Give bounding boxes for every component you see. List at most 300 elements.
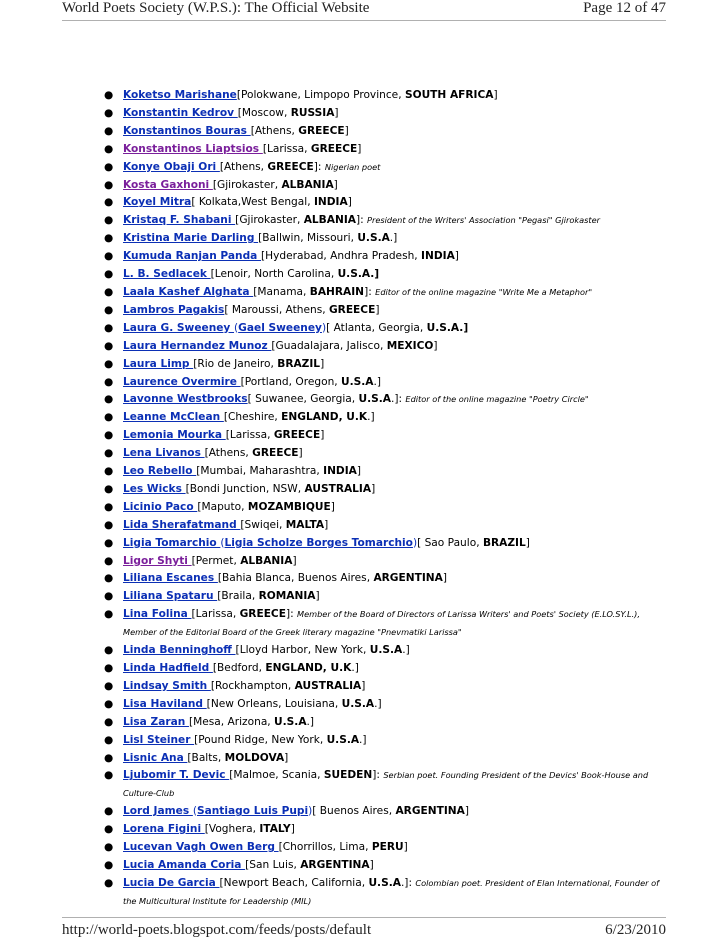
bullet-icon: ● (104, 232, 114, 245)
location-close: ]: (313, 160, 325, 173)
poet-location: New Orleans, Louisiana, (210, 697, 342, 710)
list-item (104, 230, 664, 248)
poet-name-link[interactable]: Lisl Steiner (123, 733, 195, 746)
list-item (104, 696, 664, 714)
poet-name-link[interactable]: Kristina Marie Darling (123, 232, 259, 245)
poet-name-link[interactable]: Lina Folina (123, 608, 192, 621)
page-header (62, 0, 666, 21)
poet-country: MOLDOVA (224, 751, 285, 764)
poet-name-link[interactable]: Koyel Mitra (123, 196, 192, 209)
poet-name-link[interactable]: Lena Livanos (123, 447, 205, 460)
poet-location: Athens, (224, 160, 268, 173)
list-item (104, 839, 664, 857)
bullet-icon: ● (104, 823, 114, 836)
poet-country: MOZAMBIQUE (247, 500, 331, 513)
bullet-icon: ● (104, 303, 114, 316)
list-item (104, 391, 664, 409)
location-close: ]: (285, 608, 298, 621)
alias-close-paren: ) (321, 321, 327, 334)
location-open-bracket: [ (212, 662, 218, 674)
location-open-bracket: [ (204, 447, 209, 460)
location-open-bracket: [ (185, 482, 190, 495)
list-item (104, 714, 664, 732)
poet-location: Braila, (221, 590, 259, 603)
poet-name-link[interactable]: Lucia Amanda Coria (123, 858, 246, 871)
poet-country: U.S.A (341, 375, 374, 388)
location-close: ] (344, 124, 349, 137)
poet-country: ENGLAND, U.K (281, 411, 368, 424)
location-open-bracket: [ (235, 214, 240, 227)
list-item (104, 535, 664, 553)
list-item (104, 803, 664, 821)
poet-name-link[interactable]: Ligia Tomarchio (123, 536, 221, 549)
poet-location: Manama, (257, 285, 310, 298)
location-close: ] (403, 841, 408, 854)
bullet-icon: ● (104, 106, 114, 119)
bullet-icon: ● (104, 375, 114, 388)
poet-country: U.S.A (341, 697, 375, 710)
poet-country: BRAZIL (277, 357, 321, 370)
bullet-icon: ● (104, 769, 114, 782)
poet-name-link[interactable]: Laura Limp (123, 357, 194, 370)
poet-name-link[interactable]: Linda Benninghoff (123, 644, 236, 657)
poet-note: President of the Writers' Association "Pegasi" Gjirokaster (367, 215, 601, 226)
location-open-bracket: [ (253, 285, 258, 298)
poet-location: Newport Beach, California, (223, 876, 369, 889)
bullet-icon: ● (104, 876, 114, 889)
poet-country: ENGLAND, U.K (265, 662, 352, 674)
poet-name-link[interactable]: Konstantinos Bouras (123, 124, 251, 137)
poet-location: Maputo, (201, 500, 248, 513)
poet-location: Malmoe, Scania, (233, 769, 324, 782)
poet-location: Hyderabad, Andhra Pradesh, (265, 250, 422, 263)
location-open-bracket: [ (271, 339, 276, 352)
location-open-bracket: [ (240, 518, 245, 531)
bullet-icon: ● (104, 662, 114, 674)
poet-location: Athens, (254, 124, 299, 137)
list-item (104, 266, 664, 284)
location-open-bracket: [ (312, 805, 317, 818)
bullet-icon: ● (104, 858, 114, 871)
bullet-icon: ● (104, 482, 114, 495)
poet-note: Nigerian poet (324, 161, 381, 172)
location-open-bracket: [ (245, 858, 250, 871)
location-close: ] (292, 554, 297, 567)
poet-country: GREECE (252, 447, 299, 460)
poet-country: MALTA (285, 518, 325, 531)
poet-country: MEXICO (386, 339, 434, 352)
location-close: ] (375, 303, 380, 316)
bullet-icon: ● (104, 608, 114, 621)
location-open-bracket: [ (326, 321, 331, 334)
poet-country: GREECE (239, 608, 286, 621)
poet-note: Editor of the online magazine "Poetry Circle" (405, 394, 589, 405)
location-close: ] (333, 178, 338, 191)
poet-country: INDIA (313, 196, 348, 209)
poet-name-link[interactable]: Linda Hadfield (123, 662, 213, 674)
list-item (104, 159, 664, 177)
poet-location: Gjirokaster, (217, 178, 282, 191)
list-item (104, 338, 664, 356)
bullet-icon: ● (104, 89, 114, 101)
bullet-icon: ● (104, 715, 114, 728)
location-open-bracket: [ (229, 769, 234, 782)
poet-country: U.S.A.] (426, 321, 469, 334)
location-close: ] (525, 536, 530, 549)
poet-location: Atlanta, Georgia, (330, 321, 427, 334)
location-open-bracket: [ (261, 250, 266, 263)
poet-list (104, 87, 664, 911)
location-close: ] (464, 805, 469, 818)
poet-name-link[interactable]: Liliana Escanes (123, 572, 218, 585)
poet-location: Moscow, (241, 106, 291, 119)
poet-name-link[interactable]: Laurence Overmire (123, 375, 241, 388)
poet-location: Rio de Janeiro, (197, 357, 278, 370)
poet-note: Member of the Board of Directors of Larissa Writers' and Poets' Society (E.LO.SY.L.), Member of the Editorial Board of the Greek literary magazine "Pnevmatiki Larissa" (123, 609, 640, 638)
list-item (104, 409, 664, 427)
poet-country: U.S.A (326, 733, 360, 746)
poet-country: AUSTRALIA (304, 482, 372, 495)
list-item (104, 875, 664, 911)
location-close: ] (298, 447, 303, 460)
poet-name-link[interactable]: Licinio Paco (123, 500, 198, 513)
poet-country: GREECE (328, 303, 376, 316)
location-open-bracket: [ (193, 357, 198, 370)
poet-location: Voghera, (208, 823, 260, 836)
poet-name-link[interactable]: Ljubomir T. Devic (123, 769, 230, 782)
location-close: ] (357, 142, 362, 155)
poet-location: Swiqei, (244, 518, 286, 531)
location-close: ] (433, 339, 438, 352)
alias-close-paren: ) (308, 805, 313, 818)
location-open-bracket: [ (247, 393, 252, 406)
poet-country: INDIA (421, 250, 455, 263)
location-open-bracket: [ (194, 733, 199, 746)
poet-country: GREECE (298, 124, 345, 137)
poet-name-link[interactable]: Lambros Pagakis (123, 303, 225, 316)
poet-country: U.S.A (274, 715, 307, 728)
location-close: ] (315, 590, 320, 603)
location-close: ] (361, 679, 366, 692)
bullet-icon: ● (104, 447, 114, 460)
location-open-bracket: [ (235, 644, 240, 657)
location-open-bracket: [ (191, 196, 196, 209)
poet-country: ITALY (259, 823, 291, 836)
poet-location: Suwanee, Georgia, (251, 393, 359, 406)
bullet-icon: ● (104, 465, 114, 478)
location-close: ] (284, 751, 289, 764)
poet-country: ALBANIA (240, 554, 293, 567)
list-item (104, 445, 664, 463)
list-item (104, 499, 664, 517)
list-item (104, 606, 664, 642)
location-open-bracket: [ (206, 697, 211, 710)
poet-location: Larissa, (229, 429, 274, 442)
list-item (104, 123, 664, 141)
poet-name-link[interactable]: Les Wicks (123, 482, 186, 495)
list-item (104, 821, 664, 839)
list-item (104, 553, 664, 571)
poet-location: Larissa, (266, 142, 311, 155)
header-divider (62, 20, 666, 21)
poet-name-link[interactable]: Lord James (123, 805, 193, 818)
poet-country: ARGENTINA (373, 572, 443, 585)
location-close: ] (356, 465, 362, 478)
list-item (104, 517, 664, 535)
poet-name-link[interactable]: Konstantinos Liaptsios (123, 142, 263, 155)
poet-name-link[interactable]: Leo Rebello (123, 465, 197, 478)
alias-open-paren: ( (234, 321, 239, 334)
list-item (104, 356, 664, 374)
poet-location: Chorrillos, Lima, (282, 841, 372, 854)
location-open-bracket: [ (224, 303, 229, 316)
bullet-icon: ● (104, 285, 114, 298)
list-item (104, 427, 664, 445)
bullet-icon: ● (104, 178, 114, 191)
poet-location: Gjirokaster, (239, 214, 304, 227)
location-close: ] (371, 482, 376, 495)
list-item (104, 284, 664, 302)
bullet-icon: ● (104, 644, 114, 657)
list-item (104, 732, 664, 750)
location-close: ] (330, 500, 335, 513)
poet-name-link[interactable]: L. B. Sedlacek (123, 268, 211, 281)
list-item (104, 570, 664, 588)
bullet-icon: ● (104, 733, 114, 746)
bullet-icon: ● (104, 124, 114, 137)
list-item (104, 750, 664, 768)
footer-url: http://world-poets.blogspot.com/feeds/posts/default (62, 922, 372, 938)
location-open-bracket: [ (219, 160, 224, 173)
poet-name-link[interactable]: Lisa Haviland (123, 697, 207, 710)
location-open-bracket: [ (188, 715, 194, 728)
bullet-icon: ● (104, 697, 114, 710)
poet-location: Guadalajara, Jalisco, (275, 339, 387, 352)
poet-name-link[interactable]: Leanne McClean (123, 411, 224, 424)
poet-location: Bondi Junction, NSW, (189, 482, 305, 495)
poet-location: Lenoir, North Carolina, (214, 268, 338, 281)
location-close: .]: (390, 393, 406, 406)
location-close: .] (374, 697, 382, 710)
poet-note: Colombian poet. President of Elan International, Founder of the Multicultural Institute for Leadership (MIL) (123, 877, 659, 906)
bullet-icon: ● (104, 321, 114, 334)
poet-country: PERU (371, 841, 404, 854)
list-item (104, 177, 664, 195)
location-close: .] (402, 644, 410, 657)
bullet-icon: ● (104, 411, 114, 424)
footer-date: 6/23/2010 (605, 922, 666, 938)
location-open-bracket: [ (187, 751, 192, 764)
location-close: ] (454, 250, 459, 263)
poet-name-link[interactable]: Kristaq F. Shabani (123, 214, 236, 227)
poet-location: Cheshire, (227, 411, 282, 424)
poet-name-link[interactable]: Lisa Zaran (123, 715, 189, 728)
poet-name-link[interactable]: Kumuda Ranjan Panda (123, 250, 262, 263)
location-open-bracket: [ (197, 500, 202, 513)
poet-name-link[interactable]: Lida Sherafatmand (123, 518, 241, 531)
poet-country: U.S.A.] (337, 268, 380, 281)
bullet-icon: ● (104, 268, 114, 281)
list-item (104, 857, 664, 875)
poet-name-link[interactable]: Lindsay Smith (123, 679, 211, 692)
bullet-icon: ● (104, 339, 114, 352)
poet-name-link[interactable]: Kosta Gaxhoni (123, 178, 213, 191)
list-item (104, 105, 664, 123)
poet-name-link[interactable]: Lisnic Ana (123, 751, 188, 764)
poet-country: ALBANIA (281, 178, 334, 191)
poet-country: GREECE (273, 429, 321, 442)
poet-country: AUSTRALIA (294, 679, 362, 692)
location-close: ]: (364, 285, 376, 298)
poet-name-link[interactable]: Laala Kashef Alghata (123, 285, 254, 298)
location-open-bracket: [ (223, 411, 228, 424)
poet-name-link[interactable]: Lucia De Garcia (123, 876, 220, 889)
location-close: .] (306, 715, 315, 728)
location-close: .] (373, 375, 382, 388)
poet-name-link[interactable]: Konye Obaji Ori (123, 160, 220, 173)
poet-country: GREECE (267, 160, 314, 173)
alias-open-paren: ( (220, 536, 225, 549)
location-close: ] (290, 823, 295, 836)
location-open-bracket: [ (262, 142, 267, 155)
poet-country: U.S.A (358, 393, 391, 406)
poet-name-link[interactable]: Lorena Figini (123, 823, 205, 836)
bullet-icon: ● (104, 142, 114, 155)
location-close: ] (320, 357, 325, 370)
poet-note: Editor of the online magazine "Write Me a Metaphor" (375, 286, 593, 297)
location-open-bracket: [ (417, 536, 422, 549)
poet-country: GREECE (310, 142, 358, 155)
poet-name-link[interactable]: Lucevan Vagh Owen Berg (123, 841, 279, 854)
location-open-bracket: [ (191, 554, 196, 567)
location-close: .] (351, 662, 359, 674)
location-open-bracket: [ (225, 429, 230, 442)
bullet-icon: ● (104, 429, 114, 442)
location-open-bracket: [ (196, 465, 201, 478)
poet-alias-link[interactable]: Gael Sweeney (238, 321, 322, 334)
page-footer (62, 917, 666, 942)
header-title: World Poets Society (W.P.S.): The Official Website (62, 0, 370, 16)
list-item (104, 302, 664, 320)
poet-country: ARGENTINA (300, 858, 370, 871)
poet-location: Mesa, Arizona, (193, 715, 275, 728)
poet-country: BAHRAIN (309, 285, 365, 298)
poet-country: U.S.A (369, 644, 403, 657)
list-item (104, 481, 664, 499)
bullet-icon: ● (104, 357, 114, 370)
location-open-bracket: [ (217, 590, 222, 603)
location-open-bracket: [ (240, 375, 245, 388)
poet-location: Bedford, (217, 662, 266, 674)
poet-country: U.S.A (357, 232, 390, 245)
poet-location: Bahia Blanca, Buenos Aires, (222, 572, 374, 585)
location-close: ] (334, 106, 339, 119)
header-page-number: Page 12 of 47 (583, 0, 666, 16)
location-close: ] (320, 429, 325, 442)
poet-country: RUSSIA (290, 106, 335, 119)
location-open-bracket: [ (237, 106, 242, 119)
bullet-icon: ● (104, 196, 114, 209)
list-item (104, 212, 664, 230)
poet-location: Pound Ridge, New York, (198, 733, 327, 746)
poet-location: Balts, (191, 751, 225, 764)
poet-location: Rockhampton, (214, 679, 295, 692)
poet-location: Kolkata,West Bengal, (195, 196, 314, 209)
location-close: .] (367, 411, 375, 424)
location-close: .] (359, 733, 367, 746)
list-item (104, 141, 664, 159)
bullet-icon: ● (104, 393, 114, 406)
alias-open-paren: ( (192, 805, 197, 818)
bullet-icon: ● (104, 500, 114, 513)
location-open-bracket: [ (212, 178, 218, 191)
list-item (104, 642, 664, 660)
location-close: .]: (400, 876, 416, 889)
list-item (104, 767, 664, 803)
location-open-bracket: [ (191, 608, 196, 621)
list-item (104, 588, 664, 606)
poet-name-link[interactable]: Laura Hernandez Munoz (123, 339, 272, 352)
poet-location: Buenos Aires, (316, 805, 396, 818)
list-item (104, 194, 664, 212)
location-open-bracket: [ (236, 89, 241, 101)
location-close: ] (493, 89, 498, 101)
poet-location: Permet, (195, 554, 241, 567)
poet-country: ARGENTINA (395, 805, 465, 818)
bullet-icon: ● (104, 518, 114, 531)
poet-name-link[interactable]: Lavonne Westbrooks (123, 393, 248, 406)
list-item (104, 678, 664, 696)
bullet-icon: ● (104, 214, 114, 227)
poet-country: SUEDEN (323, 769, 373, 782)
poet-alias-link[interactable]: Santiago Luis Pupi (196, 805, 309, 818)
poet-country: BRAZIL (482, 536, 526, 549)
poet-location: Sao Paulo, (421, 536, 483, 549)
bullet-icon: ● (104, 572, 114, 585)
poet-name-link[interactable]: Lemonia Mourka (123, 429, 226, 442)
poet-name-link[interactable]: Liliana Spataru (123, 590, 218, 603)
location-close: .] (389, 232, 398, 245)
location-close: ] (347, 196, 352, 209)
poet-location: Lloyd Harbor, New York, (239, 644, 370, 657)
poet-location: Maroussi, Athens, (228, 303, 329, 316)
list-item (104, 463, 664, 481)
location-open-bracket: [ (217, 572, 223, 585)
location-open-bracket: [ (210, 679, 215, 692)
poet-country: U.S.A (368, 876, 401, 889)
list-item (104, 248, 664, 266)
footer-divider (62, 917, 666, 918)
poet-name-link[interactable]: Ligor Shyti (123, 554, 192, 567)
bullet-icon: ● (104, 250, 114, 263)
bullet-icon: ● (104, 590, 114, 603)
list-item (104, 374, 664, 392)
location-close: ]: (372, 769, 384, 782)
poet-name-link[interactable]: Laura G. Sweeney (123, 321, 235, 334)
bullet-icon: ● (104, 751, 114, 764)
poet-location: Portland, Oregon, (244, 375, 342, 388)
list-item (104, 660, 664, 678)
location-open-bracket: [ (219, 876, 224, 889)
poet-name-link[interactable]: Koketso Marishane (123, 89, 237, 101)
location-open-bracket: [ (258, 232, 263, 245)
alias-close-paren: ) (412, 536, 418, 549)
poet-alias-link[interactable]: Ligia Scholze Borges Tomarchio (224, 536, 413, 549)
poet-location: Polokwane, Limpopo Province, (241, 89, 405, 101)
poet-name-link[interactable]: Konstantin Kedrov (123, 106, 238, 119)
bullet-icon: ● (104, 160, 114, 173)
location-close: ]: (355, 214, 368, 227)
